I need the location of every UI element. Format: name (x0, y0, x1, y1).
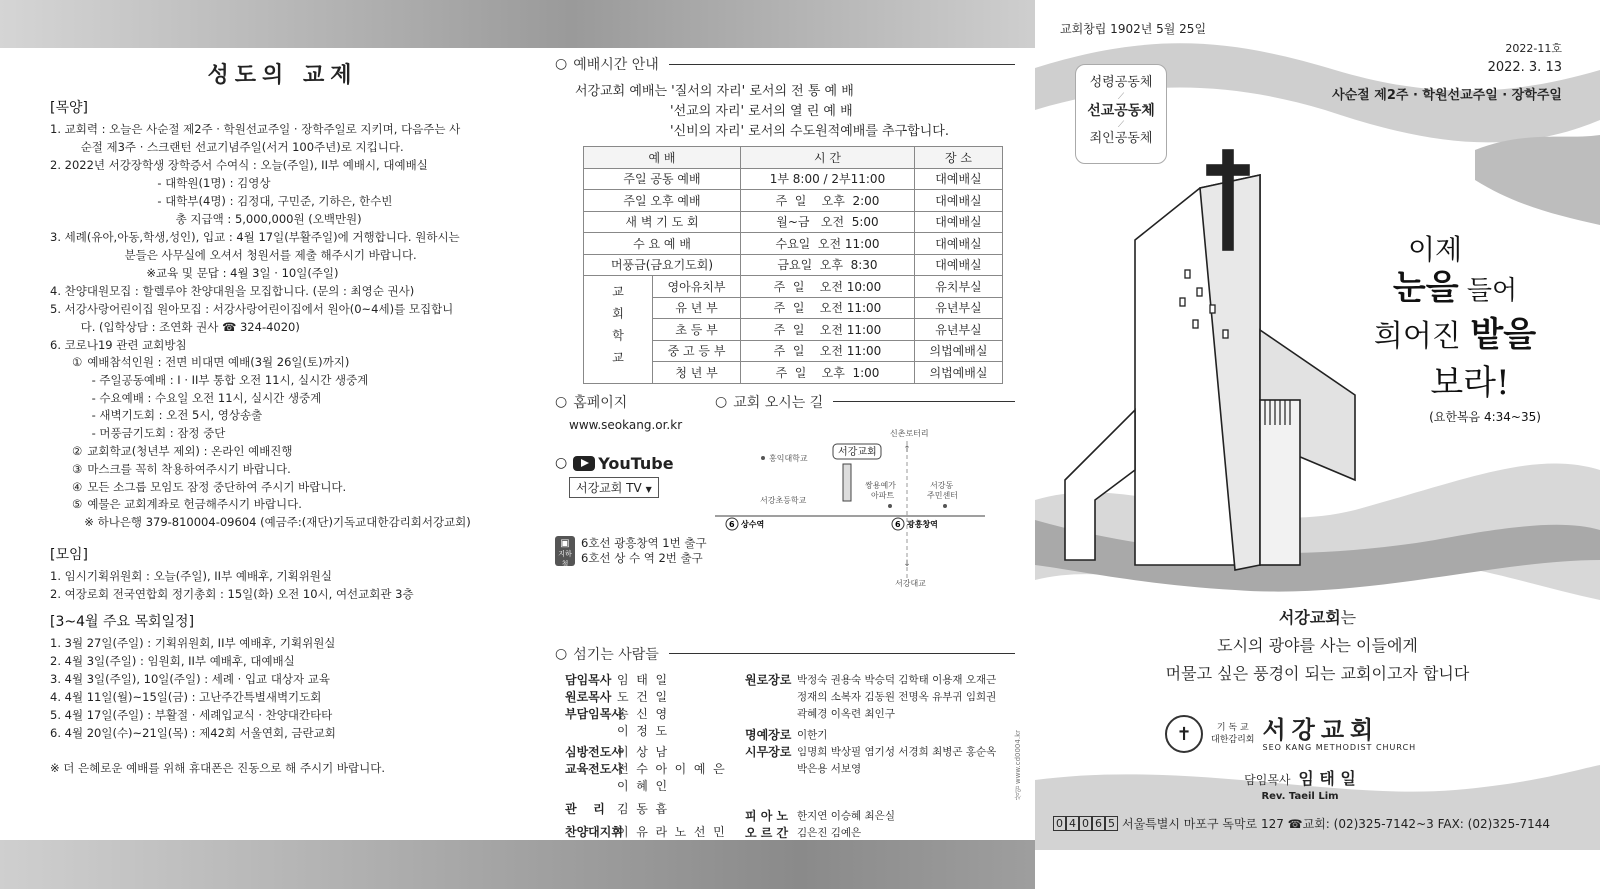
staff-row (565, 761, 745, 778)
youtube-logo[interactable] (573, 454, 673, 473)
covid-item (72, 443, 515, 461)
worship-intro (575, 82, 1015, 142)
map-ssangyong: 쌍용예가 (865, 480, 896, 490)
verse-emph-2: 밭을 (1470, 315, 1537, 355)
map-church: 서강교회 (838, 446, 877, 458)
worship-name: 청 년 부 (653, 362, 741, 384)
worship-place: 대예배실 (914, 168, 1002, 190)
homepage-heading-text: 홈페이지 (573, 394, 628, 411)
staff-heading (555, 644, 1015, 664)
meeting-item: 1. 임시기획위원회 : 오늘(주일), II부 예배후, 기획위원실 (50, 568, 333, 583)
worship-time: 월~금 오전 5:00 (741, 211, 915, 233)
worship-name: 주일 공동 예배 (584, 168, 741, 190)
worship-place: 유년부실 (914, 319, 1002, 341)
seal-icon: ✝ (1165, 715, 1203, 753)
map-sangsu: 상수역 (741, 519, 765, 529)
verse-reference: (요한복음 4:34~35) (1429, 410, 1541, 424)
logo-english: SEO KANG METHODIST CHURCH (1262, 742, 1417, 752)
staff-title (745, 761, 797, 778)
covid-item (72, 479, 515, 497)
staff-names: 이 혜 인 (617, 778, 668, 793)
arrow-down-icon: ↓ (903, 558, 911, 569)
table-row (584, 211, 1003, 233)
staff-names: 이한기 (797, 728, 828, 741)
staff-names: 임 태 일 (617, 672, 668, 687)
covid-text: 예배참석인원 : 전면 비대면 예배(3월 26일(토)까지) (87, 355, 350, 369)
staff-row (745, 825, 1015, 842)
worship-place: 유년부실 (914, 297, 1002, 319)
wave-right (1475, 135, 1600, 225)
verse-text-2: 들어 (1458, 276, 1518, 306)
pastor-english: Rev. Taeil Lim (1261, 791, 1339, 802)
heading-rule (669, 64, 1015, 65)
covid-text: 마스크를 꼭히 착용하여주시기 바랍니다. (87, 461, 291, 476)
covid-text: ※ 하나은행 379-810004-09604 (예금주:(재단)기독교대한감리회서강교회) (77, 515, 471, 530)
youtube-channel-dropdown[interactable] (569, 477, 659, 498)
notice-item: 3. 세례(유아,아동,학생,성인), 입교 : 4월 17일(부활주일)에 거행합니다. 원하시는 분들은 사무실에 오셔서 청원서를 제출 해주시기 바랍니다. ※교육 및 문답 : 4월 3일 · 10일(주일) (50, 230, 460, 280)
staff-names: 임명희 박상필 염기성 서경희 최병곤 홍순옥 (797, 745, 997, 758)
circle-bullet-icon: ○ (555, 645, 568, 662)
worship-name: 머풍금(금요기도회) (584, 254, 741, 276)
staff-title: 찬양대지휘 (565, 824, 623, 839)
intro-line-1: 서강교회 예배는 '질서의 자리' 로서의 전 통 예 배 (575, 84, 854, 99)
window (1185, 270, 1190, 278)
staff-title: 오 르 간 (745, 825, 789, 840)
staff-row (745, 761, 1015, 778)
staff-row (565, 744, 745, 761)
staff-row (745, 727, 1015, 744)
issue-date: 2022. 3. 13 (1487, 60, 1562, 75)
schedule-item: 3. 4월 3일(주일), 10일(주일) : 세례 · 입교 대상자 교육 (50, 671, 331, 686)
subway-badge (555, 536, 575, 566)
notice-item: 2. 2022년 서강장학생 장학증서 수여식 : 오늘(주일), II부 예배시, 대예배실 - 대학원(1명) : 김영상 - 대학부(4명) : 김정대, 구민준, 기하은, 한수빈 총 지급액 : 5,000,000원 (오백만원) (50, 158, 428, 226)
heading-rule (669, 653, 1015, 654)
staff-names: 곽혜경 이옥련 최인구 (797, 707, 895, 720)
side-stamp: 상임 www.cd0004.kr (1014, 730, 1022, 801)
schedule-list (50, 634, 515, 742)
table-row (584, 276, 1003, 298)
covid-text: - 수요예배 : 수요일 오전 11시, 실시간 생중계 (77, 390, 322, 405)
notice-item: 4. 찬양대원모집 : 할렐루야 찬양대원을 모집합니다. (문의 : 최영순 권사) (50, 284, 415, 298)
notice-heading: [목양] (50, 100, 88, 116)
worship-heading-text: 예배시간 안내 (573, 57, 659, 73)
postcode-digit: 5 (1105, 816, 1118, 831)
issue-number: 2022-11호 (1505, 42, 1562, 55)
staff-title (565, 778, 617, 795)
map-community-2: 주민센터 (927, 490, 958, 500)
map-community: 서강동 (930, 480, 954, 490)
circle-bullet-icon: ○ (715, 393, 728, 410)
schedule-item: 4. 4월 11일(월)~15일(금) : 고난주간특별새벽기도회 (50, 689, 322, 704)
meeting-item: 2. 여장로회 전국연합회 정기총회 : 15일(화) 오전 10시, 여선교회관 3층 (50, 586, 414, 601)
pastor-name: 임 태 일 (1298, 769, 1356, 788)
divider-slash-2: ⟋ (1117, 120, 1125, 130)
map-bridge: 서강대교 (895, 578, 926, 588)
covid-text: 교회학교(청년부 제외) : 온라인 예배진행 (87, 443, 293, 458)
worship-table (583, 146, 1003, 384)
issue-subtitle: 사순절 제2주 · 학원선교주일 · 장학주일 (1332, 88, 1562, 103)
circle-bullet-icon: ○ (555, 393, 568, 410)
staff-row (565, 778, 745, 795)
staff-row (745, 689, 1015, 706)
phone-note: ※ 더 은혜로운 예배를 위해 휴대폰은 진동으로 해 주시기 바랍니다. (50, 760, 386, 775)
meeting-list (50, 567, 515, 603)
directions-heading (715, 392, 1015, 412)
mission-line-2: 도시의 광야를 사는 이들에게 (1217, 636, 1418, 655)
worship-place: 의법예배실 (914, 340, 1002, 362)
window (1223, 330, 1228, 338)
covid-item (72, 461, 515, 479)
schedule-item: 6. 4월 20일(수)~21일(목) : 제42회 서울연회, 금란교회 (50, 725, 336, 740)
worship-place: 대예배실 (914, 254, 1002, 276)
notice-list (50, 120, 515, 354)
worship-place: 대예배실 (914, 190, 1002, 212)
verse-line-1: 이제 (1407, 233, 1463, 266)
covid-text: - 머풍금기도회 : 잠정 중단 (77, 426, 226, 441)
left-panel (0, 0, 545, 889)
table-row (584, 254, 1003, 276)
staff-title: 명예장로 (745, 727, 792, 742)
covid-num: ③ (72, 461, 83, 476)
covid-text: - 새벽기도회 : 오전 5시, 영상송출 (77, 408, 263, 423)
staff-names: 이 상 남 (617, 744, 668, 759)
staff-title: 시무장로 (745, 744, 792, 759)
map-ssangyong-2: 아파트 (871, 490, 895, 500)
staff-row (745, 672, 1015, 689)
heading-rule (833, 401, 1015, 402)
covid-num: ④ (72, 479, 83, 494)
map-church-icon (843, 464, 851, 501)
staff-row (565, 801, 745, 818)
staff-row (565, 824, 745, 841)
worship-time: 1부 8:00 / 2부11:00 (741, 168, 915, 190)
community-spirit: 성령공동체 (1089, 75, 1153, 90)
postcode-digit: 0 (1079, 816, 1092, 831)
staff-row (745, 706, 1015, 723)
worship-time: 주 일 오전 10:00 (741, 276, 915, 298)
staff-names: 김은진 김예은 (797, 826, 862, 839)
worship-name: 중 고 등 부 (653, 340, 741, 362)
worship-time: 주 일 오전 11:00 (741, 297, 915, 319)
staff-names: 박은용 서보영 (797, 762, 862, 775)
staff-title: 담임목사 (565, 672, 612, 687)
table-row (584, 233, 1003, 255)
staff-names: 박정숙 권용숙 박승덕 김학태 이용재 오재근 (797, 673, 997, 686)
covid-item (72, 425, 515, 443)
staff-right (745, 672, 1015, 842)
community-box (1075, 64, 1167, 164)
covid-item (72, 354, 515, 372)
worship-time: 금요일 오후 8:30 (741, 254, 915, 276)
middle-inner (545, 48, 1035, 840)
covid-num: ⑤ (72, 497, 83, 512)
staff-names: 송 신 영 (617, 706, 668, 721)
subway-badge-text: 지하철 (558, 549, 572, 568)
schedule-item: 5. 4월 17일(주일) : 부활절 · 세례입교식 · 찬양대칸타타 (50, 707, 333, 722)
staff-title (745, 689, 797, 706)
church-logo (1165, 715, 1416, 753)
meeting-heading: [모임] (50, 546, 88, 563)
covid-text: 예물은 교회계좌로 헌금해주시기 바랍니다. (87, 497, 302, 512)
pastor-label: 담임목사 (1244, 773, 1291, 787)
subway-line-1: 6호선 광흥창역 1번 출구 (581, 535, 707, 550)
notice-item: 6. 코로나19 관련 교회방침 (50, 338, 187, 352)
staff-title: 관 리 (565, 801, 605, 816)
window (1193, 320, 1198, 328)
covid-item (72, 407, 515, 425)
mission-church: 서강교회 (1278, 608, 1341, 627)
map-sinchon: 신촌로터리 (890, 428, 929, 438)
staff-names: 이 유 라 노 선 민 (617, 824, 725, 839)
logo-small-2: 대한감리회 (1211, 735, 1255, 745)
window (1180, 298, 1185, 306)
notice-item: 5. 서강사랑어린이집 원아모집 : 서강사랑어린이집에서 원아(0~4세)를 모집합니 다. (입학상담 : 조연화 권사 ☎ 324-4020) (50, 302, 454, 334)
map-hongik: 홍익대학교 (769, 453, 808, 463)
cross-horizontal (1207, 165, 1249, 175)
staff-title (745, 706, 797, 723)
schedule-item: 1. 3월 27일(주일) : 기획위원회, II부 예배후, 기획위원실 (50, 635, 336, 650)
staff-title: 교육전도사 (565, 761, 623, 776)
worship-name: 새 벽 기 도 회 (584, 211, 741, 233)
table-row (584, 168, 1003, 190)
verse-line-4: 보라! (1430, 363, 1510, 403)
schedule-heading: [3~4월 주요 목회일정] (50, 613, 195, 630)
staff-title: 원로장로 (745, 672, 792, 687)
staff-row (745, 744, 1015, 761)
circle-bullet-icon: ○ (555, 455, 568, 471)
staff-row (565, 723, 745, 740)
map-elementary: 서강초등학교 (760, 495, 807, 505)
map-dot (761, 456, 765, 460)
directions-map (715, 416, 1005, 596)
youtube-play-icon (573, 456, 595, 471)
covid-list (50, 354, 515, 532)
staff-heading-text: 섬기는 사람들 (573, 646, 659, 663)
staff-title (565, 723, 617, 740)
mission-block (1035, 604, 1600, 688)
logo-small-1: 기 독 교 (1216, 723, 1249, 733)
address-text: 서울특별시 마포구 독막로 127 ☎교회: (02)325-7142~3 FAX: (02)325-7144 (1122, 817, 1551, 831)
staff-names: 전 수 아 이 예 은 (617, 761, 725, 776)
mission-line-3: 머물고 싶은 풍경이 되는 교회이고자 합니다 (1165, 664, 1470, 683)
community-mission: 선교공동체 (1087, 103, 1155, 119)
worship-name: 초 등 부 (653, 319, 741, 341)
postcode-digit: 6 (1092, 816, 1105, 831)
youtube-text: YouTube (598, 453, 674, 473)
founded-text: 교회창립 1902년 5월 25일 (1060, 22, 1207, 36)
circle-bullet-icon: ○ (555, 56, 568, 72)
col-time: 시 간 (741, 147, 915, 169)
verse-text-3: 희어진 (1373, 319, 1471, 354)
map-dot (943, 504, 947, 508)
map-dot (888, 504, 892, 508)
mission-particle: 는 (1340, 608, 1357, 627)
postcode-digit: 4 (1066, 816, 1079, 831)
covid-num: ① (72, 355, 83, 369)
intro-line-3: '신비의 자리' 로서의 수도원적예배를 추구합니다. (670, 124, 949, 139)
page-title: 성도의 교제 (207, 63, 358, 88)
channel-name: 서강교회 TV (576, 480, 642, 495)
covid-text: - 주일공동예배 : I · II부 통합 오전 11시, 실시간 생중계 (77, 372, 369, 387)
postcode-boxes (1053, 816, 1118, 831)
arrow-up-icon: ↑ (903, 444, 911, 455)
staff-left (565, 672, 745, 842)
schedule-item: 2. 4월 3일(주일) : 임원회, II부 예배후, 대예배실 (50, 653, 295, 668)
covid-item (72, 514, 515, 532)
staff-names: 이 정 도 (617, 723, 668, 738)
notice-item: 1. 교회력 : 오늘은 사순절 제2주 · 학원선교주일 · 장학주일로 지키며, 다음주는 사 순절 제3주 · 스크랜턴 선교기념주일(서거 100주년)로 지킵니다. (50, 122, 461, 154)
col-worship: 예 배 (584, 147, 741, 169)
worship-name: 수 요 예 배 (584, 233, 741, 255)
staff-row (745, 808, 1015, 825)
verse-line-3 (1345, 314, 1565, 362)
worship-place: 대예배실 (914, 233, 1002, 255)
logo-name: 서강교회 (1262, 715, 1380, 744)
map-gwangheung: 광흥창역 (907, 519, 938, 529)
staff-title: 피 아 노 (745, 808, 789, 823)
community-sinner: 죄인공동체 (1089, 131, 1153, 146)
worship-place: 대예배실 (914, 211, 1002, 233)
window (1210, 305, 1215, 313)
covid-num: ② (72, 443, 83, 458)
staff-names: 한지연 이승혜 최은실 (797, 809, 895, 822)
staff-row (565, 706, 745, 723)
intro-line-2: '선교의 자리' 로서의 열 린 예 배 (670, 104, 853, 119)
covid-text: 모든 소그룹 모임도 잠정 중단하여 주시기 바랍니다. (87, 479, 347, 494)
worship-place: 의법예배실 (914, 362, 1002, 384)
worship-name: 주일 오후 예배 (584, 190, 741, 212)
table-row (584, 190, 1003, 212)
verse-emph-1: 눈을 (1392, 268, 1459, 308)
worship-time: 주 일 오전 11:00 (741, 340, 915, 362)
worship-heading (555, 54, 1015, 74)
worship-time: 주 일 오전 11:00 (741, 319, 915, 341)
worship-time: 수요일 오전 11:00 (741, 233, 915, 255)
left-inner (0, 48, 545, 840)
staff-title: 부담임목사 (565, 706, 623, 721)
divider-slash: ⟋ (1117, 92, 1125, 102)
postcode-digit: 0 (1053, 816, 1066, 831)
verse-line-2 (1345, 268, 1565, 314)
staff-row (565, 672, 745, 689)
worship-name: 영아유치부 (653, 276, 741, 298)
worship-place: 유치부실 (914, 276, 1002, 298)
homepage-link[interactable]: www.seokang.or.kr (569, 417, 683, 432)
homepage-heading (555, 392, 715, 412)
middle-panel (545, 0, 1035, 889)
verse-block (1345, 232, 1565, 425)
worship-time: 주 일 오후 2:00 (741, 190, 915, 212)
window (1197, 288, 1202, 296)
dropdown-arrow-icon: ▼ (645, 484, 652, 494)
line6-number-2: 6 (895, 519, 901, 529)
staff-names: 김 동 흡 (617, 801, 668, 816)
mission-line-1 (1035, 604, 1600, 632)
directions-heading-text: 교회 오시는 길 (733, 394, 824, 411)
staff-names: 정재의 소복자 김동원 전명옥 유부귀 임희권 (797, 690, 997, 703)
staff-names: 도 건 일 (617, 689, 668, 704)
address-row (1053, 815, 1550, 832)
staff-title: 원로목사 (565, 689, 612, 704)
school-label: 교회학교 (584, 276, 653, 384)
subway-line-2: 6호선 상 수 역 2번 출구 (581, 550, 703, 565)
staff-title: 심방전도사 (565, 744, 623, 759)
pastor-block (1210, 766, 1390, 802)
covid-item (72, 372, 515, 390)
worship-time: 주 일 오후 1:00 (741, 362, 915, 384)
staff-row (565, 689, 745, 706)
covid-item (72, 390, 515, 408)
line6-number: 6 (729, 519, 735, 529)
train-icon: ▣ (560, 537, 570, 549)
col-place: 장 소 (914, 147, 1002, 169)
covid-item (72, 496, 515, 514)
worship-name: 유 년 부 (653, 297, 741, 319)
cover-panel (1035, 0, 1600, 889)
